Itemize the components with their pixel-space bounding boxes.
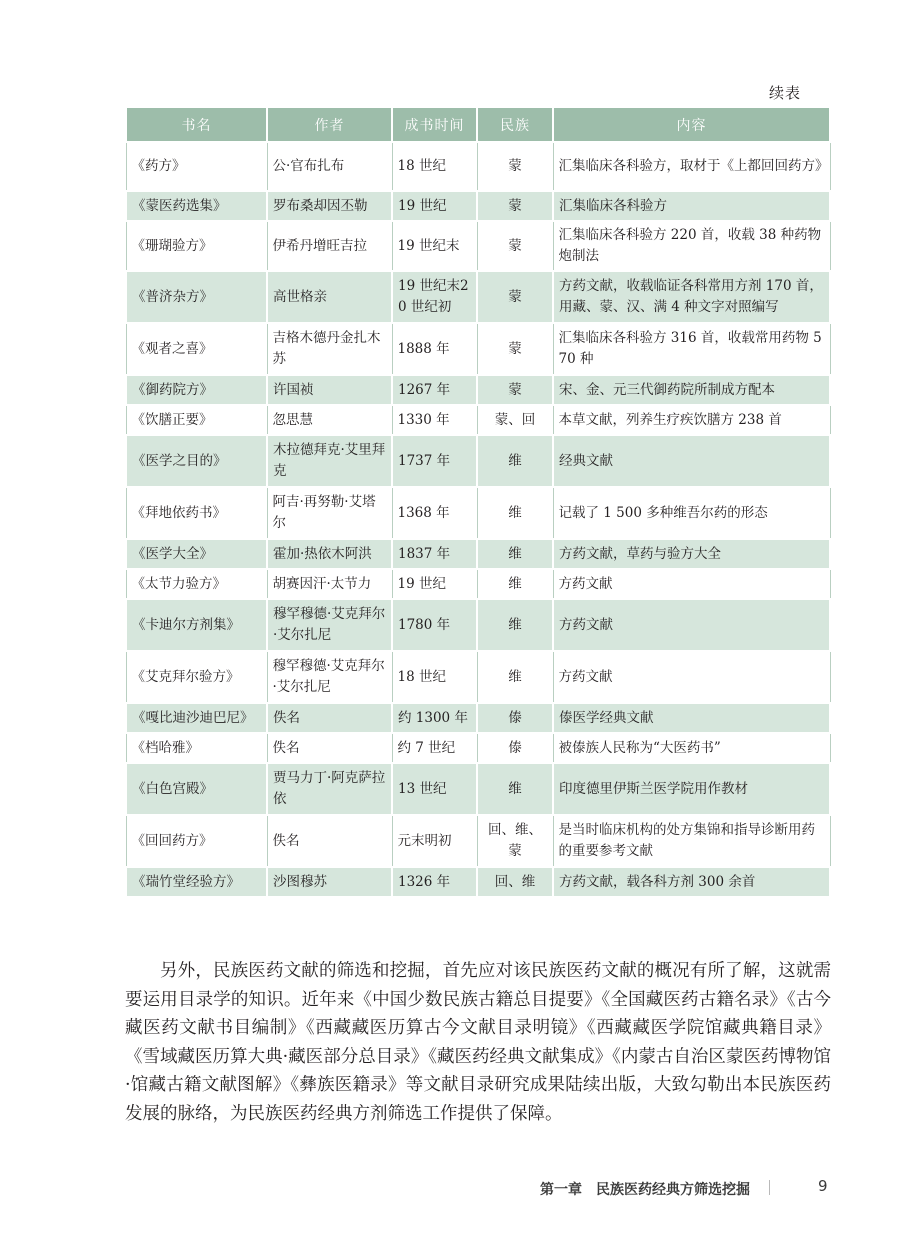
cell-date: 约 1300 年: [392, 703, 477, 733]
cell-ethnicity: 蒙: [477, 221, 553, 271]
cell-author: 佚名: [267, 815, 392, 867]
column-header-date: 成书时间: [392, 107, 477, 142]
cell-date: 19 世纪末20 世纪初: [392, 271, 477, 323]
cell-title: 《药方》: [126, 142, 267, 191]
cell-content: 宋、金、元三代御药院所制成方配本: [553, 375, 830, 405]
cell-date: 1837 年: [392, 539, 477, 569]
table-row: [126, 375, 830, 405]
cell-ethnicity: 维: [477, 763, 553, 815]
cell-ethnicity: 蒙: [477, 375, 553, 405]
cell-content: 方药文献，收载临证各科常用方剂 170 首，用藏、蒙、汉、满 4 种文字对照编写: [553, 271, 830, 323]
cell-content: 傣医学经典文献: [553, 703, 830, 733]
cell-content: 经典文献: [553, 435, 830, 487]
table-row: [126, 221, 830, 271]
cell-author: 罗布桑却因丕勒: [267, 191, 392, 221]
cell-ethnicity: 维: [477, 435, 553, 487]
cell-content: 方药文献: [553, 651, 830, 703]
cell-author: 木拉德拜克·艾里拜克: [267, 435, 392, 487]
cell-ethnicity: 蒙: [477, 323, 553, 375]
cell-date: 13 世纪: [392, 763, 477, 815]
continued-label: 续表: [769, 84, 802, 102]
cell-content: 方药文献，草药与验方大全: [553, 539, 830, 569]
cell-date: 1368 年: [392, 487, 477, 539]
cell-ethnicity: 傣: [477, 703, 553, 733]
table-row: [126, 271, 830, 323]
cell-date: 1330 年: [392, 405, 477, 435]
cell-author: 穆罕穆德·艾克拜尔·艾尔扎尼: [267, 651, 392, 703]
cell-ethnicity: 蒙、回: [477, 405, 553, 435]
cell-content: 记载了 1 500 多种维吾尔药的形态: [553, 487, 830, 539]
cell-ethnicity: 回、维: [477, 867, 553, 897]
cell-title: 《普济杂方》: [126, 271, 267, 323]
cell-date: 1267 年: [392, 375, 477, 405]
cell-date: 约 7 世纪: [392, 733, 477, 763]
table-row: [126, 815, 830, 867]
table-row: [126, 569, 830, 599]
table-body: [126, 142, 830, 897]
cell-title: 《卡迪尔方剂集》: [126, 599, 267, 651]
cell-date: 18 世纪: [392, 651, 477, 703]
column-header-content: 内容: [553, 107, 830, 142]
cell-title: 《太节力验方》: [126, 569, 267, 599]
body-paragraph: 另外，民族医药文献的筛选和挖掘，首先应对该民族医药文献的概况有所了解，这就需要运用目录学的知识。近年来《中国少数民族古籍总目提要》《全国藏医药古籍名录》《古今藏医药文献书目编制》《西藏藏医历算古今文献目录明镜》《西藏藏医学院馆藏典籍目录》《雪域藏医历算大典·藏医部分总目录》《藏医药经典文献集成》《内蒙古自治区蒙医药博物馆·馆藏古籍文献图解》《彝族医籍录》等文献目录研究成果陆续出版，大致勾勒出本民族医药发展的脉络，为民族医药经典方剂筛选工作提供了保障。: [125, 961, 831, 1124]
cell-date: 19 世纪末: [392, 221, 477, 271]
table-row: [126, 487, 830, 539]
cell-ethnicity: 回、维、蒙: [477, 815, 553, 867]
cell-ethnicity: 维: [477, 599, 553, 651]
cell-content: 汇集临床各科验方 316 首，收载常用药物 570 种: [553, 323, 830, 375]
cell-content: 被傣族人民称为“大医药书”: [553, 733, 830, 763]
cell-content: 方药文献，载各科方剂 300 余首: [553, 867, 830, 897]
table-row: [126, 539, 830, 569]
column-header-author: 作者: [267, 107, 392, 142]
table-row: [126, 763, 830, 815]
cell-content: 汇集临床各科验方: [553, 191, 830, 221]
cell-author: 佚名: [267, 733, 392, 763]
cell-title: 《观者之喜》: [126, 323, 267, 375]
table-header-row: [126, 107, 830, 142]
chapter-title: 第一章 民族医药经典方筛选挖掘: [540, 1182, 750, 1198]
cell-content: 本草文献，列养生疗疾饮膳方 238 首: [553, 405, 830, 435]
footer-divider: [769, 1180, 770, 1195]
cell-author: 许国祯: [267, 375, 392, 405]
cell-title: 《医学之目的》: [126, 435, 267, 487]
cell-date: 18 世纪: [392, 142, 477, 191]
table-row: [126, 651, 830, 703]
cell-content: 方药文献: [553, 569, 830, 599]
cell-author: 佚名: [267, 703, 392, 733]
cell-author: 霍加·热依木阿洪: [267, 539, 392, 569]
cell-date: 1780 年: [392, 599, 477, 651]
cell-content: 汇集临床各科验方，取材于《上都回回药方》: [553, 142, 830, 191]
cell-date: 19 世纪: [392, 569, 477, 599]
table-row: [126, 191, 830, 221]
cell-author: 公·官布扎布: [267, 142, 392, 191]
cell-author: 忽思慧: [267, 405, 392, 435]
cell-ethnicity: 傣: [477, 733, 553, 763]
table-row: [126, 323, 830, 375]
page-footer: [0, 1175, 900, 1201]
cell-ethnicity: 维: [477, 569, 553, 599]
cell-ethnicity: 蒙: [477, 142, 553, 191]
cell-title: 《蒙医药选集》: [126, 191, 267, 221]
cell-title: 《拜地依药书》: [126, 487, 267, 539]
cell-ethnicity: 蒙: [477, 271, 553, 323]
cell-date: 1888 年: [392, 323, 477, 375]
cell-date: 元末明初: [392, 815, 477, 867]
column-header-ethnicity: 民族: [477, 107, 553, 142]
cell-content: 汇集临床各科验方 220 首，收载 38 种药物炮制法: [553, 221, 830, 271]
cell-author: 胡赛因汗·太节力: [267, 569, 392, 599]
table-row: [126, 867, 830, 897]
cell-author: 吉格木德丹金扎木苏: [267, 323, 392, 375]
literature-table: [125, 106, 831, 898]
cell-title: 《医学大全》: [126, 539, 267, 569]
cell-title: 《饮膳正要》: [126, 405, 267, 435]
table-row: [126, 733, 830, 763]
cell-title: 《回回药方》: [126, 815, 267, 867]
cell-ethnicity: 蒙: [477, 191, 553, 221]
cell-title: 《白色宫殿》: [126, 763, 267, 815]
cell-title: 《艾克拜尔验方》: [126, 651, 267, 703]
cell-content: 印度德里伊斯兰医学院用作教材: [553, 763, 830, 815]
table-row: [126, 599, 830, 651]
cell-author: 沙图穆苏: [267, 867, 392, 897]
cell-author: 贾马力丁·阿克萨拉依: [267, 763, 392, 815]
table-row: [126, 142, 830, 191]
table-row: [126, 405, 830, 435]
cell-title: 《御药院方》: [126, 375, 267, 405]
page-number: 9: [818, 1177, 828, 1195]
cell-author: 穆罕穆德·艾克拜尔·艾尔扎尼: [267, 599, 392, 651]
cell-content: 是当时临床机构的处方集锦和指导诊断用药的重要参考文献: [553, 815, 830, 867]
cell-author: 高世格亲: [267, 271, 392, 323]
column-header-title: 书名: [126, 107, 267, 142]
cell-date: 1326 年: [392, 867, 477, 897]
cell-title: 《珊瑚验方》: [126, 221, 267, 271]
cell-author: 伊希丹增旺吉拉: [267, 221, 392, 271]
cell-title: 《档哈雅》: [126, 733, 267, 763]
cell-title: 《嘎比迪沙迪巴尼》: [126, 703, 267, 733]
cell-ethnicity: 维: [477, 539, 553, 569]
cell-date: 19 世纪: [392, 191, 477, 221]
cell-ethnicity: 维: [477, 651, 553, 703]
cell-date: 1737 年: [392, 435, 477, 487]
cell-author: 阿吉·再努勒·艾塔尔: [267, 487, 392, 539]
table-row: [126, 703, 830, 733]
cell-content: 方药文献: [553, 599, 830, 651]
cell-ethnicity: 维: [477, 487, 553, 539]
table-row: [126, 435, 830, 487]
cell-title: 《瑞竹堂经验方》: [126, 867, 267, 897]
